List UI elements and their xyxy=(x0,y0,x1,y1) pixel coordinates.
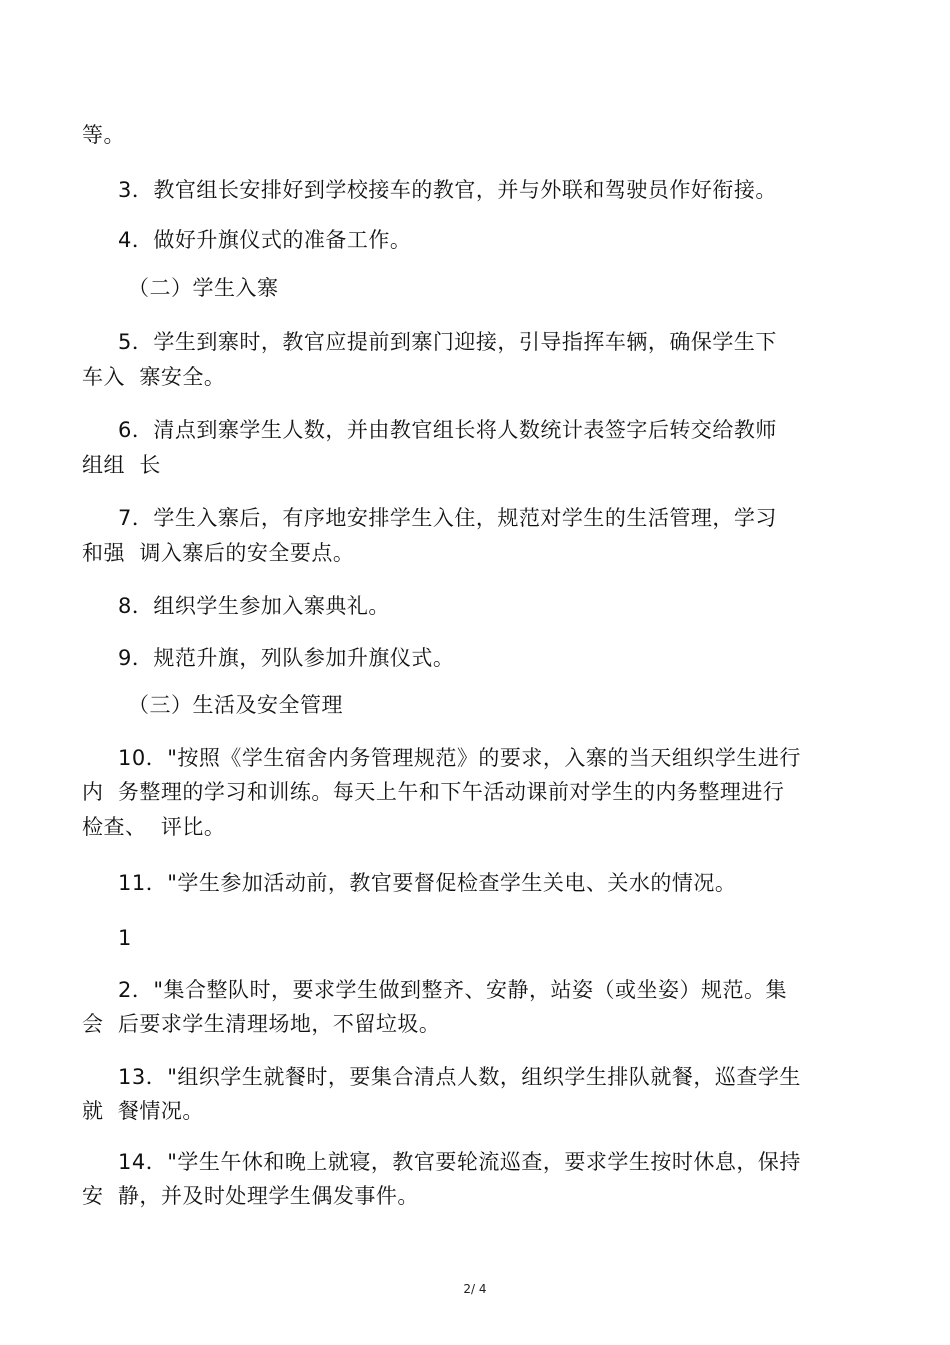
item-12-line-1: 2．"集合整队时，要求学生做到整齐、安静，站姿（或坐姿）规范。集 xyxy=(118,978,788,1002)
item-3: 3．教官组长安排好到学校接车的教官，并与外联和驾驶员作好衔接。 xyxy=(118,178,777,202)
item-6-line-2: 组组 长 xyxy=(82,453,161,477)
page-number: 2/ 4 xyxy=(463,1282,487,1296)
section-heading-3: （三）生活及安全管理 xyxy=(128,693,343,717)
item-7-line-1: 7．学生入寨后，有序地安排学生入住，规范对学生的生活管理，学习 xyxy=(118,506,777,530)
item-9: 9．规范升旗，列队参加升旗仪式。 xyxy=(118,646,455,670)
item-14-line-2: 安 静，并及时处理学生偶发事件。 xyxy=(82,1184,419,1208)
item-11: 11．"学生参加活动前，教官要督促检查学生关电、关水的情况。 xyxy=(118,871,737,895)
item-10-line-1: 10．"按照《学生宿舍内务管理规范》的要求，入寨的当天组织学生进行 xyxy=(118,746,801,770)
item-13-line-1: 13．"组织学生就餐时，要集合清点人数，组织学生排队就餐，巡查学生 xyxy=(118,1065,801,1089)
section-heading-2: （二）学生入寨 xyxy=(128,276,279,300)
page-fragment-number: 1 xyxy=(118,926,132,950)
item-5-line-2: 车入 寨安全。 xyxy=(82,365,226,389)
item-4: 4．做好升旗仪式的准备工作。 xyxy=(118,228,412,252)
item-10-line-3: 检查、 评比。 xyxy=(82,815,226,839)
item-12-line-2: 会 后要求学生清理场地，不留垃圾。 xyxy=(82,1012,441,1036)
item-10-line-2: 内 务整理的学习和训练。每天上午和下午活动课前对学生的内务整理进行 xyxy=(82,780,785,804)
item-14-line-1: 14．"学生午休和晚上就寝，教官要轮流巡查，要求学生按时休息，保持 xyxy=(118,1150,801,1174)
item-6-line-1: 6．清点到寨学生人数，并由教官组长将人数统计表签字后转交给教师 xyxy=(118,418,777,442)
text-line-continuation: 等。 xyxy=(82,123,125,147)
item-13-line-2: 就 餐情况。 xyxy=(82,1099,204,1123)
item-5-line-1: 5．学生到寨时，教官应提前到寨门迎接，引导指挥车辆，确保学生下 xyxy=(118,330,777,354)
item-7-line-2: 和强 调入寨后的安全要点。 xyxy=(82,541,355,565)
item-8: 8．组织学生参加入寨典礼。 xyxy=(118,594,390,618)
